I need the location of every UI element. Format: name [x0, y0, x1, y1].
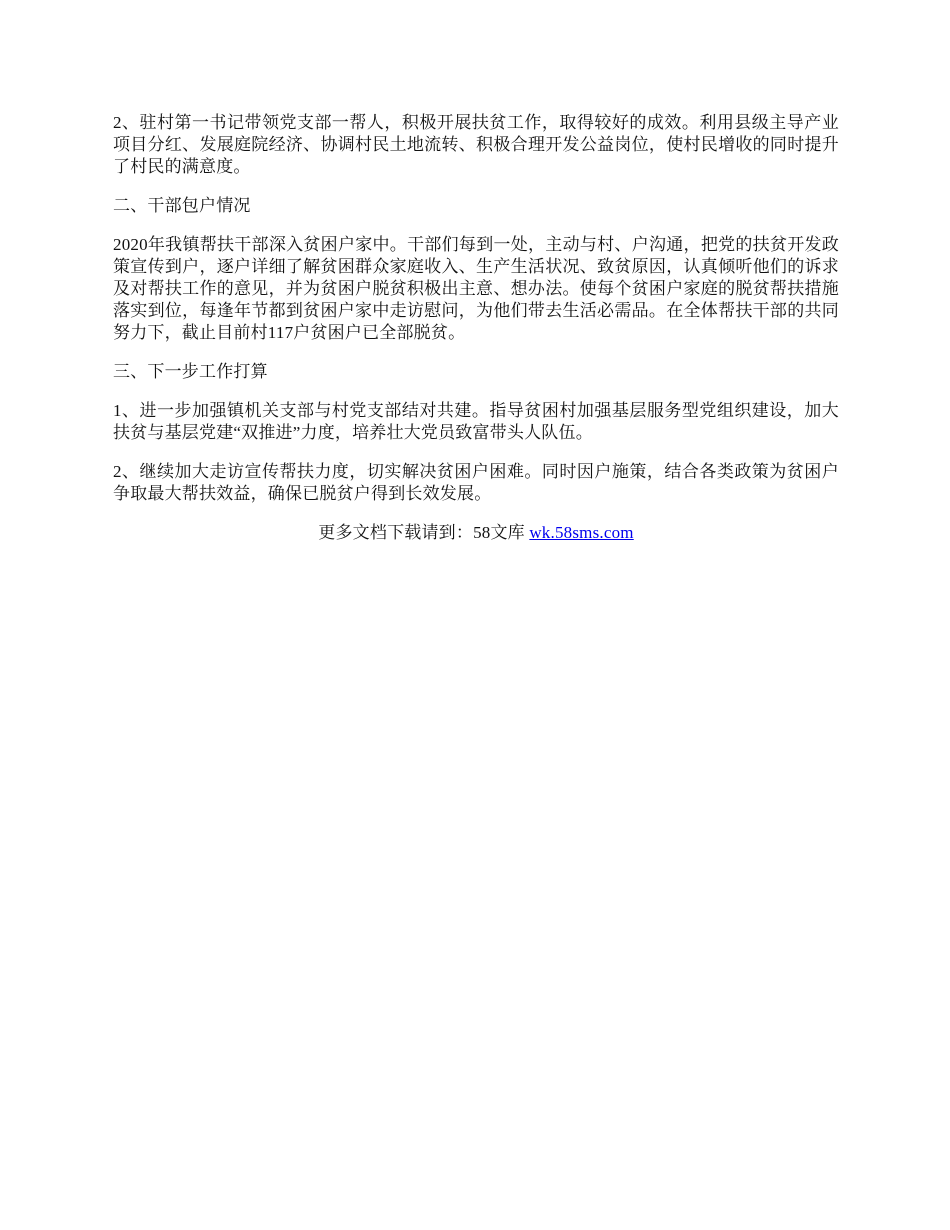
section-heading-cadre-households: 二、干部包户情况 — [113, 196, 251, 215]
paragraph-next-step-1: 1、进一步加强镇机关支部与村党支部结对共建。指导贫困村加强基层服务型党组织建设，加大扶贫与基层党建“双推进”力度，培养壮大党员致富带头人队伍。 — [113, 401, 839, 442]
footer-prefix: 更多文档下载请到：58文库 — [318, 523, 530, 542]
footer-link[interactable]: wk.58sms.com — [529, 523, 634, 542]
paragraph-next-step-2: 2、继续加大走访宣传帮扶力度，切实解决贫困户困难。同时因户施策，结合各类政策为贫困户争取最大帮扶效益，确保已脱贫户得到长效发展。 — [113, 462, 839, 503]
paragraph-first-secretary: 2、驻村第一书记带领党支部一帮人，积极开展扶贫工作，取得较好的成效。利用县级主导产业项目分红、发展庭院经济、协调村民土地流转、积极合理开发公益岗位，使村民增收的同时提升了村民的满意度。 — [113, 113, 839, 176]
section-heading-next-steps: 三、下一步工作打算 — [113, 362, 268, 381]
paragraph-cadre-households: 2020年我镇帮扶干部深入贫困户家中。干部们每到一处，主动与村、户沟通，把党的扶贫开发政策宣传到户，逐户详细了解贫困群众家庭收入、生产生活状况、致贫原因，认真倾听他们的诉求及对帮扶工作的意见，并为贫困户脱贫积极出主意、想办法。使每个贫困户家庭的脱贫帮扶措施落实到位，每逢年节都到贫困户家中走访慰问，为他们带去生活必需品。在全体帮扶干部的共同努力下，截止目前村117户贫困户已全部脱贫。 — [113, 235, 839, 342]
document-page — [113, 112, 839, 544]
download-footer — [113, 522, 839, 544]
